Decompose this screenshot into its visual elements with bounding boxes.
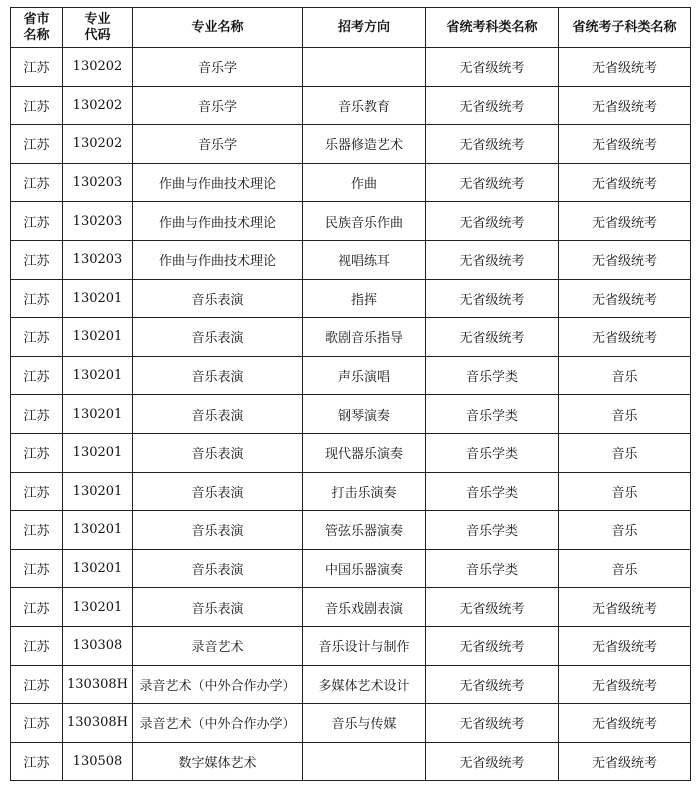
cell-exam-subcategory: 无省级统考 <box>559 240 691 279</box>
cell-exam-subcategory: 音乐 <box>559 433 691 472</box>
cell-code: 130201 <box>63 588 133 627</box>
cell-direction: 打击乐演奏 <box>303 472 426 511</box>
cell-major: 音乐表演 <box>133 279 303 318</box>
cell-exam-subcategory: 无省级统考 <box>559 125 691 164</box>
table-row <box>11 356 691 395</box>
cell-code: 130508 <box>63 742 133 781</box>
cell-direction: 歌剧音乐指导 <box>303 318 426 357</box>
table-row <box>11 48 691 87</box>
header-exam-subcategory: 省统考子科类名称 <box>559 8 691 48</box>
table-row <box>11 86 691 125</box>
cell-direction: 音乐设计与制作 <box>303 626 426 665</box>
cell-direction <box>303 48 426 87</box>
header-code-line1: 专业 <box>84 11 111 27</box>
cell-major: 数字媒体艺术 <box>133 742 303 781</box>
cell-major: 音乐表演 <box>133 549 303 588</box>
table-row <box>11 472 691 511</box>
cell-province: 江苏 <box>11 472 63 511</box>
cell-province: 江苏 <box>11 665 63 704</box>
cell-exam-category: 无省级统考 <box>426 588 559 627</box>
header-row <box>11 8 691 48</box>
header-code <box>63 8 133 48</box>
cell-code: 130201 <box>63 472 133 511</box>
cell-direction: 指挥 <box>303 279 426 318</box>
table-row <box>11 163 691 202</box>
cell-exam-category: 无省级统考 <box>426 626 559 665</box>
cell-code: 130201 <box>63 395 133 434</box>
cell-direction: 视唱练耳 <box>303 240 426 279</box>
cell-exam-subcategory: 无省级统考 <box>559 742 691 781</box>
cell-exam-category: 无省级统考 <box>426 48 559 87</box>
cell-major: 音乐表演 <box>133 318 303 357</box>
cell-direction: 现代器乐演奏 <box>303 433 426 472</box>
cell-code: 130201 <box>63 511 133 550</box>
cell-exam-category: 无省级统考 <box>426 742 559 781</box>
cell-major: 作曲与作曲技术理论 <box>133 163 303 202</box>
table-row <box>11 665 691 704</box>
table-row <box>11 240 691 279</box>
cell-major: 作曲与作曲技术理论 <box>133 202 303 241</box>
cell-exam-subcategory: 无省级统考 <box>559 163 691 202</box>
cell-code: 130202 <box>63 48 133 87</box>
cell-direction: 音乐教育 <box>303 86 426 125</box>
table-row <box>11 549 691 588</box>
header-code-line2: 代码 <box>84 27 111 43</box>
cell-major: 音乐表演 <box>133 356 303 395</box>
cell-direction: 乐器修造艺术 <box>303 125 426 164</box>
cell-exam-category: 无省级统考 <box>426 318 559 357</box>
cell-province: 江苏 <box>11 626 63 665</box>
cell-province: 江苏 <box>11 395 63 434</box>
cell-direction: 民族音乐作曲 <box>303 202 426 241</box>
cell-province: 江苏 <box>11 704 63 743</box>
cell-exam-category: 无省级统考 <box>426 163 559 202</box>
cell-exam-subcategory: 无省级统考 <box>559 626 691 665</box>
cell-code: 130203 <box>63 163 133 202</box>
cell-exam-subcategory: 音乐 <box>559 356 691 395</box>
cell-major: 录音艺术 <box>133 626 303 665</box>
cell-exam-subcategory: 音乐 <box>559 395 691 434</box>
cell-major: 录音艺术（中外合作办学） <box>133 665 303 704</box>
cell-province: 江苏 <box>11 125 63 164</box>
cell-exam-category: 无省级统考 <box>426 704 559 743</box>
cell-code: 130201 <box>63 433 133 472</box>
header-direction: 招考方向 <box>303 8 426 48</box>
cell-exam-subcategory: 无省级统考 <box>559 279 691 318</box>
cell-exam-category: 无省级统考 <box>426 86 559 125</box>
header-major: 专业名称 <box>133 8 303 48</box>
cell-major: 音乐表演 <box>133 511 303 550</box>
table-row <box>11 511 691 550</box>
cell-exam-subcategory: 无省级统考 <box>559 665 691 704</box>
cell-province: 江苏 <box>11 86 63 125</box>
cell-exam-category: 音乐学类 <box>426 511 559 550</box>
cell-major: 音乐表演 <box>133 588 303 627</box>
cell-province: 江苏 <box>11 433 63 472</box>
cell-code: 130203 <box>63 240 133 279</box>
table-row <box>11 279 691 318</box>
cell-code: 130201 <box>63 356 133 395</box>
cell-code: 130203 <box>63 202 133 241</box>
cell-province: 江苏 <box>11 279 63 318</box>
cell-exam-subcategory: 音乐 <box>559 472 691 511</box>
cell-exam-subcategory: 音乐 <box>559 549 691 588</box>
table-row <box>11 318 691 357</box>
cell-province: 江苏 <box>11 48 63 87</box>
cell-exam-category: 音乐学类 <box>426 433 559 472</box>
cell-province: 江苏 <box>11 588 63 627</box>
table-body <box>11 48 691 781</box>
header-province <box>11 8 63 48</box>
cell-province: 江苏 <box>11 163 63 202</box>
header-exam-category: 省统考科类名称 <box>426 8 559 48</box>
cell-major: 作曲与作曲技术理论 <box>133 240 303 279</box>
table-row <box>11 395 691 434</box>
table-row <box>11 433 691 472</box>
cell-code: 130308H <box>63 704 133 743</box>
table-row <box>11 626 691 665</box>
cell-province: 江苏 <box>11 742 63 781</box>
cell-direction: 音乐与传媒 <box>303 704 426 743</box>
cell-exam-subcategory: 音乐 <box>559 511 691 550</box>
admissions-table <box>10 7 691 781</box>
cell-major: 音乐学 <box>133 48 303 87</box>
cell-major: 音乐学 <box>133 86 303 125</box>
cell-province: 江苏 <box>11 549 63 588</box>
cell-direction <box>303 742 426 781</box>
cell-exam-category: 音乐学类 <box>426 356 559 395</box>
cell-direction: 多媒体艺术设计 <box>303 665 426 704</box>
cell-exam-category: 无省级统考 <box>426 279 559 318</box>
cell-code: 130201 <box>63 549 133 588</box>
cell-exam-category: 无省级统考 <box>426 202 559 241</box>
table-row <box>11 125 691 164</box>
cell-major: 音乐表演 <box>133 472 303 511</box>
cell-exam-subcategory: 无省级统考 <box>559 588 691 627</box>
cell-exam-category: 无省级统考 <box>426 665 559 704</box>
cell-code: 130308H <box>63 665 133 704</box>
table-row <box>11 588 691 627</box>
cell-direction: 作曲 <box>303 163 426 202</box>
cell-exam-category: 音乐学类 <box>426 472 559 511</box>
cell-code: 130201 <box>63 279 133 318</box>
cell-major: 音乐表演 <box>133 433 303 472</box>
header-province-line2: 名称 <box>23 27 50 43</box>
cell-province: 江苏 <box>11 202 63 241</box>
cell-code: 130202 <box>63 125 133 164</box>
cell-direction: 钢琴演奏 <box>303 395 426 434</box>
table-row <box>11 704 691 743</box>
cell-exam-subcategory: 无省级统考 <box>559 318 691 357</box>
cell-code: 130308 <box>63 626 133 665</box>
cell-province: 江苏 <box>11 318 63 357</box>
cell-province: 江苏 <box>11 511 63 550</box>
cell-direction: 管弦乐器演奏 <box>303 511 426 550</box>
table-row <box>11 202 691 241</box>
cell-province: 江苏 <box>11 356 63 395</box>
cell-direction: 声乐演唱 <box>303 356 426 395</box>
cell-major: 录音艺术（中外合作办学） <box>133 704 303 743</box>
cell-exam-subcategory: 无省级统考 <box>559 48 691 87</box>
cell-major: 音乐学 <box>133 125 303 164</box>
table-row <box>11 742 691 781</box>
cell-exam-subcategory: 无省级统考 <box>559 202 691 241</box>
cell-province: 江苏 <box>11 240 63 279</box>
cell-code: 130202 <box>63 86 133 125</box>
cell-direction: 中国乐器演奏 <box>303 549 426 588</box>
cell-major: 音乐表演 <box>133 395 303 434</box>
cell-exam-category: 无省级统考 <box>426 240 559 279</box>
cell-direction: 音乐戏剧表演 <box>303 588 426 627</box>
cell-exam-category: 音乐学类 <box>426 549 559 588</box>
header-province-line1: 省市 <box>23 11 50 27</box>
cell-exam-subcategory: 无省级统考 <box>559 86 691 125</box>
cell-exam-category: 无省级统考 <box>426 125 559 164</box>
cell-exam-category: 音乐学类 <box>426 395 559 434</box>
cell-code: 130201 <box>63 318 133 357</box>
cell-exam-subcategory: 无省级统考 <box>559 704 691 743</box>
